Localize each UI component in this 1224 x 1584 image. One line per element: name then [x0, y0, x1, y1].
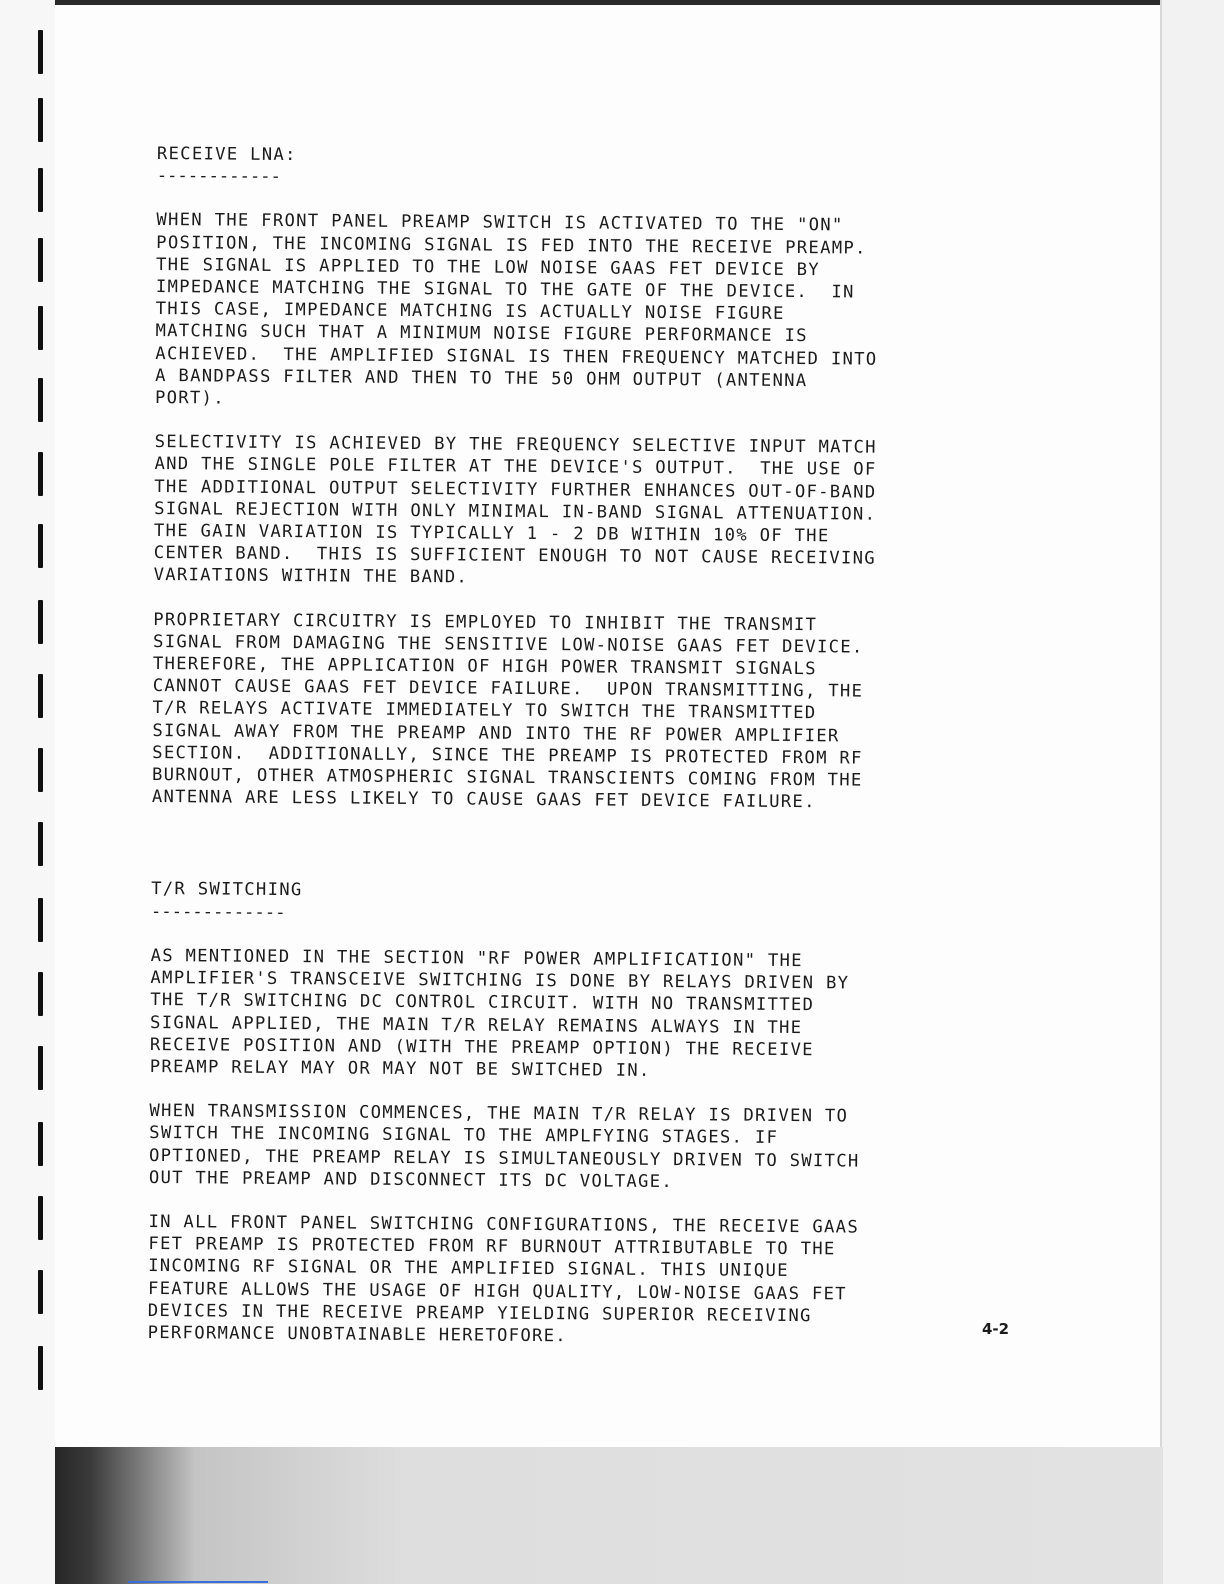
binding-hole: [38, 822, 43, 866]
binding-hole: [38, 306, 43, 350]
text-line: SIGNAL REJECTION WITH ONLY MINIMAL IN-BAND SIGNAL ATTENUATION.: [154, 498, 877, 525]
text-line: SIGNAL APPLIED, THE MAIN T/R RELAY REMAINS ALWAYS IN THE: [150, 1012, 803, 1038]
page-right-edge: [1160, 0, 1224, 1584]
binding-hole: [38, 524, 43, 568]
text-line: THE GAIN VARIATION IS TYPICALLY 1 - 2 DB WITHIN 10% OF THE: [153, 521, 830, 547]
text-line: DEVICES IN THE RECEIVE PREAMP YIELDING SUPERIOR RECEIVING: [147, 1300, 812, 1326]
text-line: SIGNAL FROM DAMAGING THE SENSITIVE LOW-NOISE GAAS FET DEVICE.: [153, 631, 864, 658]
text-line: VARIATIONS WITHIN THE BAND.: [153, 565, 469, 588]
text-line: WHEN TRANSMISSION COMMENCES, THE MAIN T/R RELAY IS DRIVEN TO: [149, 1101, 849, 1127]
text-line: FEATURE ALLOWS THE USAGE OF HIGH QUALITY, LOW-NOISE GAAS FET: [147, 1278, 847, 1304]
text-line: POSITION, THE INCOMING SIGNAL IS FED INTO THE RECEIVE PREAMP.: [156, 232, 867, 259]
text-line: ACHIEVED. THE AMPLIFIED SIGNAL IS THEN FREQUENCY MATCHED INTO: [155, 343, 878, 370]
section-heading: T/R SWITCHING: [151, 879, 303, 901]
binding-hole: [38, 972, 43, 1016]
text-line: PORT).: [154, 388, 225, 409]
binding-hole: [38, 748, 43, 792]
text-line: RECEIVE POSITION AND (WITH THE PREAMP OPTION) THE RECEIVE: [149, 1034, 814, 1060]
paragraph: [152, 609, 1004, 815]
text-line: MATCHING SUCH THAT A MINIMUM NOISE FIGURE PERFORMANCE IS: [155, 321, 808, 347]
text-line: WHEN THE FRONT PANEL PREAMP SWITCH IS ACTIVATED TO THE "ON": [156, 210, 844, 236]
text-line: AND THE SINGLE POLE FILTER AT THE DEVICE'S OUTPUT. THE USE OF: [154, 454, 877, 481]
text-line: THIS CASE, IMPEDANCE MATCHING IS ACTUALLY NOISE FIGURE: [155, 299, 785, 325]
bottom-link-underline: [128, 1581, 268, 1583]
binding-strip: [0, 0, 55, 1584]
page-number: 4-2: [982, 1320, 1010, 1338]
binding-hole: [38, 1196, 43, 1240]
text-line: CANNOT CAUSE GAAS FET DEVICE FAILURE. UPON TRANSMITTING, THE: [152, 676, 864, 702]
paragraph: [148, 1211, 999, 1351]
text-line: IMPEDANCE MATCHING THE SIGNAL TO THE GATE OF THE DEVICE. IN: [155, 277, 855, 303]
text-line: IN ALL FRONT PANEL SWITCHING CONFIGURATIONS, THE RECEIVE GAAS: [148, 1211, 860, 1238]
text-line: THE SIGNAL IS APPLIED TO THE LOW NOISE GAAS FET DEVICE BY: [155, 254, 821, 281]
text-line: FET PREAMP IS PROTECTED FROM RF BURNOUT ATTRIBUTABLE TO THE: [148, 1234, 836, 1260]
binding-hole: [38, 98, 43, 142]
text-line: ANTENNA ARE LESS LIKELY TO CAUSE GAAS FET DEVICE FAILURE.: [151, 787, 816, 813]
section-tr-switching: [148, 878, 1002, 1350]
document-body: [147, 143, 1010, 1373]
binding-hole: [38, 674, 43, 718]
text-line: PERFORMANCE UNOBTAINABLE HERETOFORE.: [147, 1322, 568, 1347]
paragraph: [155, 209, 1007, 415]
text-line: OPTIONED, THE PREAMP RELAY IS SIMULTANEOUSLY DRIVEN TO SWITCH: [148, 1145, 860, 1172]
text-line: AS MENTIONED IN THE SECTION "RF POWER AMPLIFICATION" THE: [150, 945, 803, 971]
section-receive-lna: [152, 143, 1007, 815]
paragraph: [154, 431, 1005, 593]
text-line: PROPRIETARY CIRCUITRY IS EMPLOYED TO INHIBIT THE TRANSMIT: [153, 609, 818, 635]
text-line: OUT THE PREAMP AND DISCONNECT ITS DC VOLTAGE.: [148, 1167, 674, 1192]
heading-underline: ------------: [156, 166, 282, 188]
text-line: PREAMP RELAY MAY OR MAY NOT BE SWITCHED IN.: [149, 1056, 651, 1081]
text-line: THEREFORE, THE APPLICATION OF HIGH POWER TRANSMIT SIGNALS: [152, 654, 817, 680]
section-spacer: [151, 830, 1001, 885]
page-top-edge: [0, 0, 1224, 5]
text-line: INCOMING RF SIGNAL OR THE AMPLIFIED SIGNAL. THIS UNIQUE: [148, 1256, 789, 1282]
text-line: SIGNAL AWAY FROM THE PREAMP AND INTO THE RF POWER AMPLIFIER: [152, 720, 840, 747]
text-line: A BANDPASS FILTER AND THEN TO THE 50 OHM OUTPUT (ANTENNA: [155, 365, 808, 391]
binding-hole: [38, 452, 43, 496]
paragraph: [149, 1100, 1000, 1195]
text-line: T/R RELAYS ACTIVATE IMMEDIATELY TO SWITCH THE TRANSMITTED: [152, 698, 817, 724]
text-line: SECTION. ADDITIONALLY, SINCE THE PREAMP IS PROTECTED FROM RF: [152, 742, 863, 769]
text-line: THE T/R SWITCHING DC CONTROL CIRCUIT. WITH NO TRANSMITTED: [150, 990, 815, 1016]
binding-hole: [38, 1270, 43, 1314]
binding-hole: [38, 378, 43, 422]
heading-underline: -------------: [150, 901, 286, 923]
section-heading: RECEIVE LNA:: [156, 143, 297, 166]
text-line: AMPLIFIER'S TRANSCEIVE SWITCHING IS DONE BY RELAYS DRIVEN BY: [150, 968, 850, 994]
binding-hole: [38, 1046, 43, 1090]
binding-hole: [38, 898, 43, 942]
binding-hole: [38, 1346, 43, 1390]
binding-hole: [38, 30, 43, 74]
binding-hole: [38, 168, 43, 212]
binding-hole: [38, 600, 43, 644]
binding-hole: [38, 1122, 43, 1166]
text-line: THE ADDITIONAL OUTPUT SELECTIVITY FURTHER ENHANCES OUT-OF-BAND: [154, 476, 877, 503]
scanner-shadow: [55, 1447, 1163, 1584]
text-line: BURNOUT, OTHER ATMOSPHERIC SIGNAL TRANSCIENTS COMING FROM THE: [151, 765, 863, 791]
paragraph: [150, 945, 1001, 1085]
text-line: CENTER BAND. THIS IS SUFFICIENT ENOUGH TO NOT CAUSE RECEIVING: [153, 543, 877, 569]
binding-hole: [38, 238, 43, 282]
text-line: SWITCH THE INCOMING SIGNAL TO THE AMPLFYING STAGES. IF: [149, 1123, 779, 1149]
text-line: SELECTIVITY IS ACHIEVED BY THE FREQUENCY SELECTIVE INPUT MATCH: [154, 432, 877, 458]
